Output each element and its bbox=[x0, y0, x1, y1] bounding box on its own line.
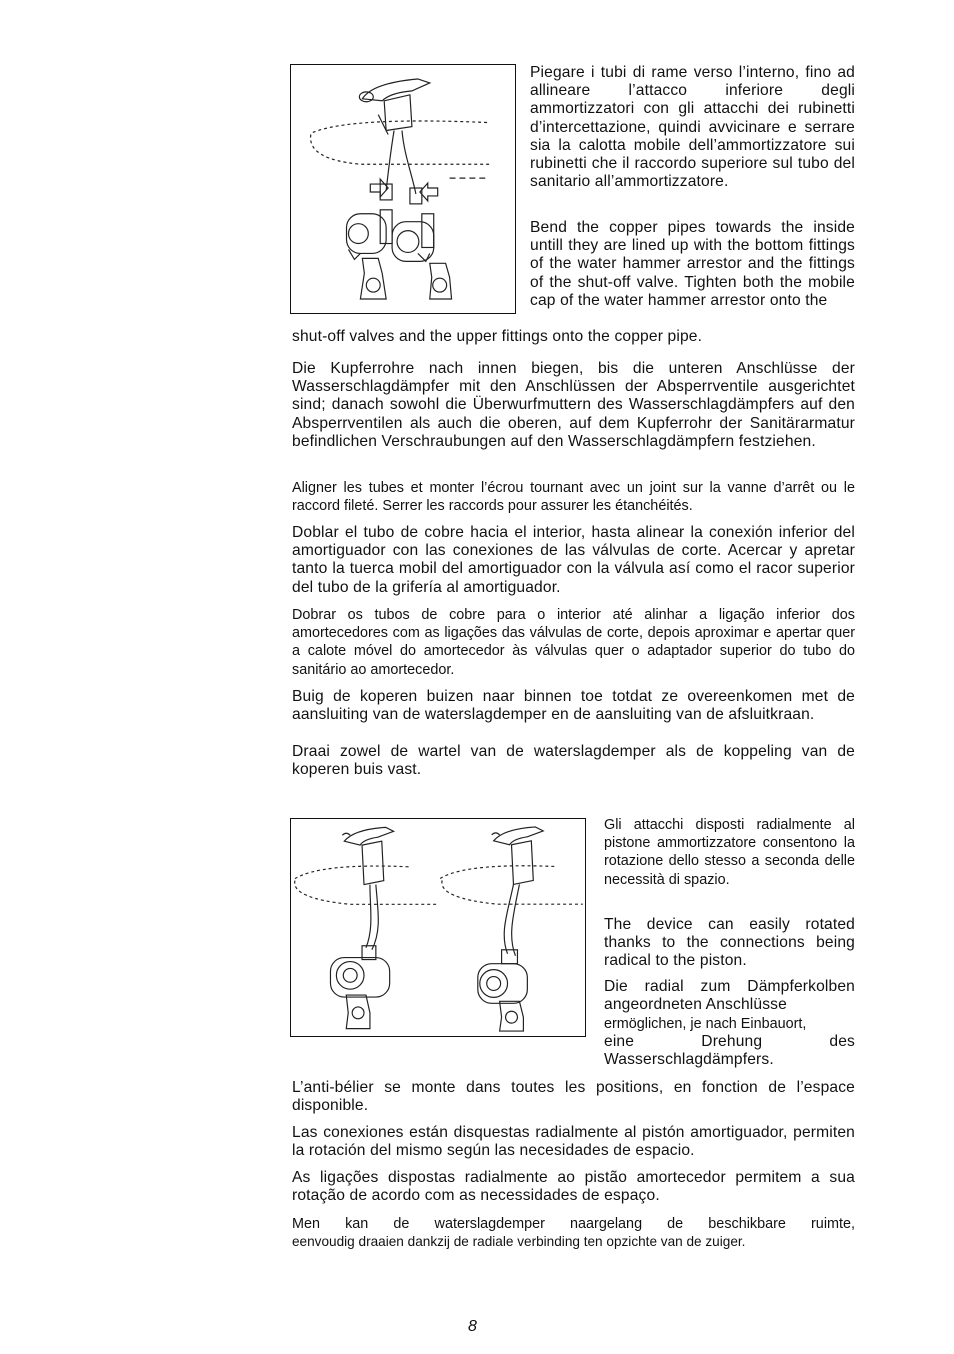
section1-text-nl-part1: Buig de koperen buizen naar binnen toe totdat ze overeenkomen met de aansluiting van de waterslagdemper en de aansluiting van de afsluitkraan. bbox=[292, 688, 855, 724]
section1-text-en-part2: shut-off valves and the upper fittings onto the copper pipe. bbox=[292, 328, 703, 345]
section1-text-nl-part2: Draai zowel de wartel van de waterslagdemper als de koppeling van de koperen buis vast. bbox=[292, 743, 855, 779]
section2-text-en: The device can easily rotated thanks to the connections being radical to the piston. bbox=[604, 916, 855, 970]
section1-text-es: Doblar el tubo de cobre hacia el interior, hasta alinear la conexión inferior del amortiguador con las conexiones de las válvulas de corte. Acercar y apretar tanto la tuerca mobil del amortiguador con la válvula así como el racor superior del tubo de la grifería al amortiguador. bbox=[292, 524, 855, 596]
section1-text-pt: Dobrar os tubos de cobre para o interior até alinhar a ligação inferior dos amortecedores com as ligações das válvulas de corte, depois aproximar e apertar quer a calote móvel do amortecedor às válvulas quer o adaptador superior do tubo do sanitário ao amortecedor. bbox=[292, 607, 855, 678]
section2-text-pt: As ligações dispostas radialmente ao pistão amortecedor permitem a sua rotação de acordo com as necessidades de espaço. bbox=[292, 1169, 855, 1205]
section2-text-es: Las conexiones están disquestas radialmente al pistón amortiguador, permiten la rotación del mismo según las necesidades de espacio. bbox=[292, 1124, 855, 1160]
page-number: 8 bbox=[468, 1318, 477, 1335]
figure-rotation-left bbox=[290, 818, 440, 1037]
section2-text-fr: L’anti-bélier se monte dans toutes les positions, en fonction de l’espace disponible. bbox=[292, 1079, 855, 1115]
section1-text-de: Die Kupferrohre nach innen biegen, bis die unteren Anschlüsse der Wasserschlagdämpfer mit den Anschlüssen der Absperrventile ausgerichtet sind; danach sowohl die Überwurfmuttern des Wasserschlagdämpfers auf den Absperrventilen als auch die oberen, auf dem Kupferrohr der Sanitärarmatur befindlichen Verschraubungen auf den Wasserschlagdämpfern festziehen. bbox=[292, 360, 855, 450]
section2-text-de-part1: Die radial zum Dämpferkolben angeordneten Anschlüsse bbox=[604, 978, 855, 1014]
figure-rotation-right bbox=[438, 818, 586, 1037]
faucet-arrestor-drawing bbox=[291, 65, 515, 313]
figure-pipe-bending-illustration bbox=[290, 64, 516, 314]
section1-text-fr: Aligner les tubes et monter l’écrou tournant avec un joint sur la vanne d’arrêt ou le raccord fileté. Serrer les raccords pour assurer les étanchéités. bbox=[292, 480, 855, 515]
arrestor-rotation-drawing-2 bbox=[438, 819, 585, 1036]
section2-text-de-part2: ermöglichen, je nach Einbauort, bbox=[604, 1016, 807, 1032]
arrestor-rotation-drawing-1 bbox=[291, 819, 439, 1036]
section2-text-de-part3: eine Drehung des Wasserschlagdämpfers. bbox=[604, 1033, 855, 1069]
section2-text-nl-part1: Men kan de waterslagdemper naargelang de beschikbare ruimte, bbox=[292, 1216, 855, 1232]
section1-text-it: Piegare i tubi di rame verso l’interno, fino ad allineare l’attacco inferiore degli ammortizzatori con gli attacchi dei rubinetti d’intercettazione, quindi avvicinare e serrare sia la calotta mobile dell’ammortizzatore sui rubinetti che il raccordo superiore sul tubo del sanitario all’ammortizzatore. bbox=[530, 64, 855, 191]
section2-text-nl-part2: eenvoudig draaien dankzij de radiale verbinding ten opzichte van de zuiger. bbox=[292, 1234, 746, 1249]
section1-text-en-part1: Bend the copper pipes towards the inside untill they are lined up with the bottom fittings of the water hammer arrestor and the fittings of the shut-off valve. Tighten both the mobile cap of the water hammer arrestor onto the bbox=[530, 219, 855, 309]
section2-text-it: Gli attacchi disposti radialmente al pistone ammortizzatore consentono la rotazione dello stesso a seconda delle necessità di spazio. bbox=[604, 817, 855, 888]
